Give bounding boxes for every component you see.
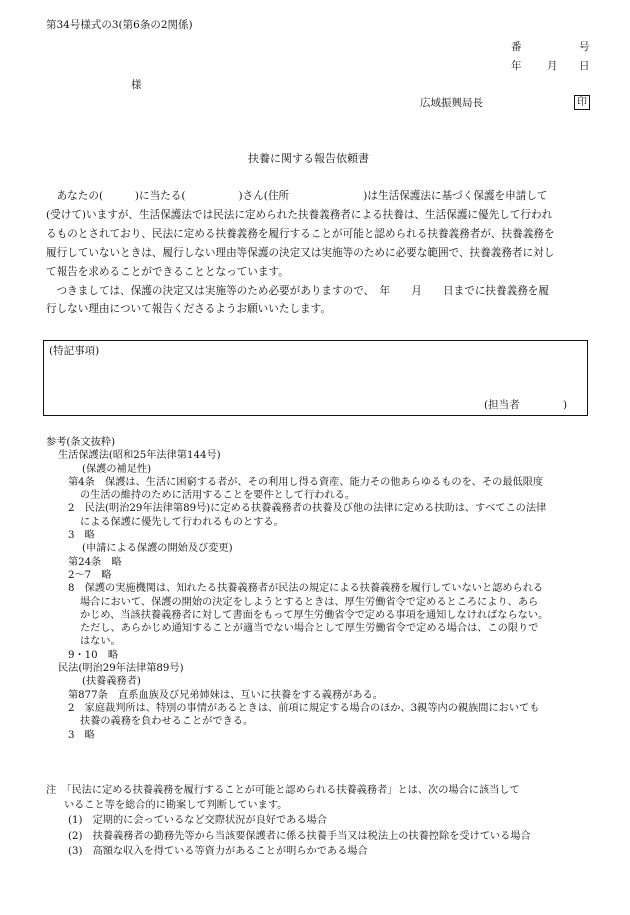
reference-line: 2 家庭裁判所は、特別の事情があるときは、前項に規定する場合のほか、3親等内の親族間においても <box>68 702 540 714</box>
year-label: 年 <box>511 60 522 72</box>
body-line: つきましては、保護の決定又は実施等のため必要がありますので、 年 月 日までに扶養義務を履 <box>46 284 549 297</box>
staff-label-close: ) <box>563 399 568 411</box>
staff-label: (担当者 <box>484 399 520 411</box>
addressee-suffix: 様 <box>131 79 142 91</box>
document-title: 扶養に関する報告依頼書 <box>248 152 369 165</box>
note-line: いること等を総合的に勘案して判断しています。 <box>64 800 288 812</box>
reference-section <box>46 436 606 742</box>
day-label: 日 <box>579 60 590 72</box>
reference-line: (申請による保護の開始及び変更) <box>82 543 233 555</box>
reference-line: はない。 <box>80 636 121 648</box>
body-line: (受けて)いますが、生活保護法では民法に定められた扶養義務者による扶養は、生活保護に優先して行われ <box>46 208 553 221</box>
note-line: (3) 高額な収入を得ている等資力があることが明らかである場合 <box>68 845 368 857</box>
body-text <box>46 187 594 319</box>
body-line: て報告を求めることができることとなっています。 <box>46 265 289 278</box>
reference-line: 生活保護法(昭和25年法律第144号) <box>58 450 221 462</box>
reference-line: による保護に優先して行われるものとする。 <box>80 516 284 528</box>
sender-title: 広域振興局長 <box>420 97 483 109</box>
note-line: (1) 定期的に会っているなど交際状況が良好である場合 <box>68 815 327 827</box>
reference-line: 第24条 略 <box>68 556 122 568</box>
body-line: 履行していないときは、履行しない理由等保護の決定又は実施等のために必要な範囲で、扶養義務者に対し <box>46 246 555 259</box>
seal-box <box>574 95 590 110</box>
reference-line: 3 略 <box>68 729 95 741</box>
reference-line: 第4条 保護は、生活に困窮する者が、その利用し得る資産、能力その他あらゆるものを、その最低限度 <box>68 476 544 488</box>
reference-line: 2～7 略 <box>68 569 112 581</box>
note-line: (2) 扶養義務者の勤務先等から当該要保護者に係る扶養手当又は税法上の扶養控除を受けている場合 <box>68 830 531 842</box>
reference-line: (保護の補足性) <box>82 463 152 475</box>
reference-line: 民法(明治29年法律第89号) <box>58 663 184 675</box>
body-line: 行しない理由について報告くださるようお願いいたします。 <box>46 303 331 316</box>
reference-line: (扶養義務者) <box>82 676 141 688</box>
body-line: るものとされており、民法に定める扶養義務を履行することが可能と認められる扶養義務者が、扶養義務を <box>46 227 555 240</box>
number-label: 番 <box>511 41 522 53</box>
body-line: あなたの( )に当たる( )さん(住所 )は生活保護法に基づく保護を申請して <box>46 190 548 202</box>
reference-heading: 参考(条文抜粋) <box>46 437 116 448</box>
reference-line: の生活の維持のために活用することを要件として行われる。 <box>80 490 356 502</box>
remarks-label: (特記事項) <box>49 345 100 357</box>
reference-line: 第877条 直系血族及び兄弟姉妹は、互いに扶養をする義務がある。 <box>68 689 383 701</box>
form-number: 第34号様式の3(第6条の2関係) <box>46 19 193 31</box>
reference-line: 9・10 略 <box>68 649 119 661</box>
note-line: 注 「民法に定める扶養義務を履行することが可能と認められる扶養義務者」とは、次の場合に該当して <box>46 785 520 796</box>
seal-label: 印 <box>577 96 587 108</box>
reference-line: 場合において、保護の開始の決定をしようとするときは、厚生労働省令で定めるところにより、あら <box>80 596 539 608</box>
reference-line: 8 保護の実施機関は、知れたる扶養義務者が民法の規定による扶養義務を履行していないと認められる <box>68 583 544 595</box>
reference-line: かじめ、当該扶養義務者に対して書面をもって厚生労働省令で定める事項を通知しなければならない。 <box>80 609 549 621</box>
reference-line: 2 民法(明治29年法律第89号)に定める扶養義務者の扶養及び他の法律に定める扶助は、すべてこの法律 <box>68 503 547 515</box>
note-section <box>46 783 606 859</box>
reference-line: 3 略 <box>68 530 95 542</box>
reference-line: 扶養の義務を負わせることができる。 <box>80 716 254 728</box>
reference-line: ただし、あらかじめ通知することが適当でない場合として厚生労働省令で定める場合は、この限りで <box>80 623 539 635</box>
number-unit: 号 <box>579 41 590 53</box>
month-label: 月 <box>547 60 558 72</box>
